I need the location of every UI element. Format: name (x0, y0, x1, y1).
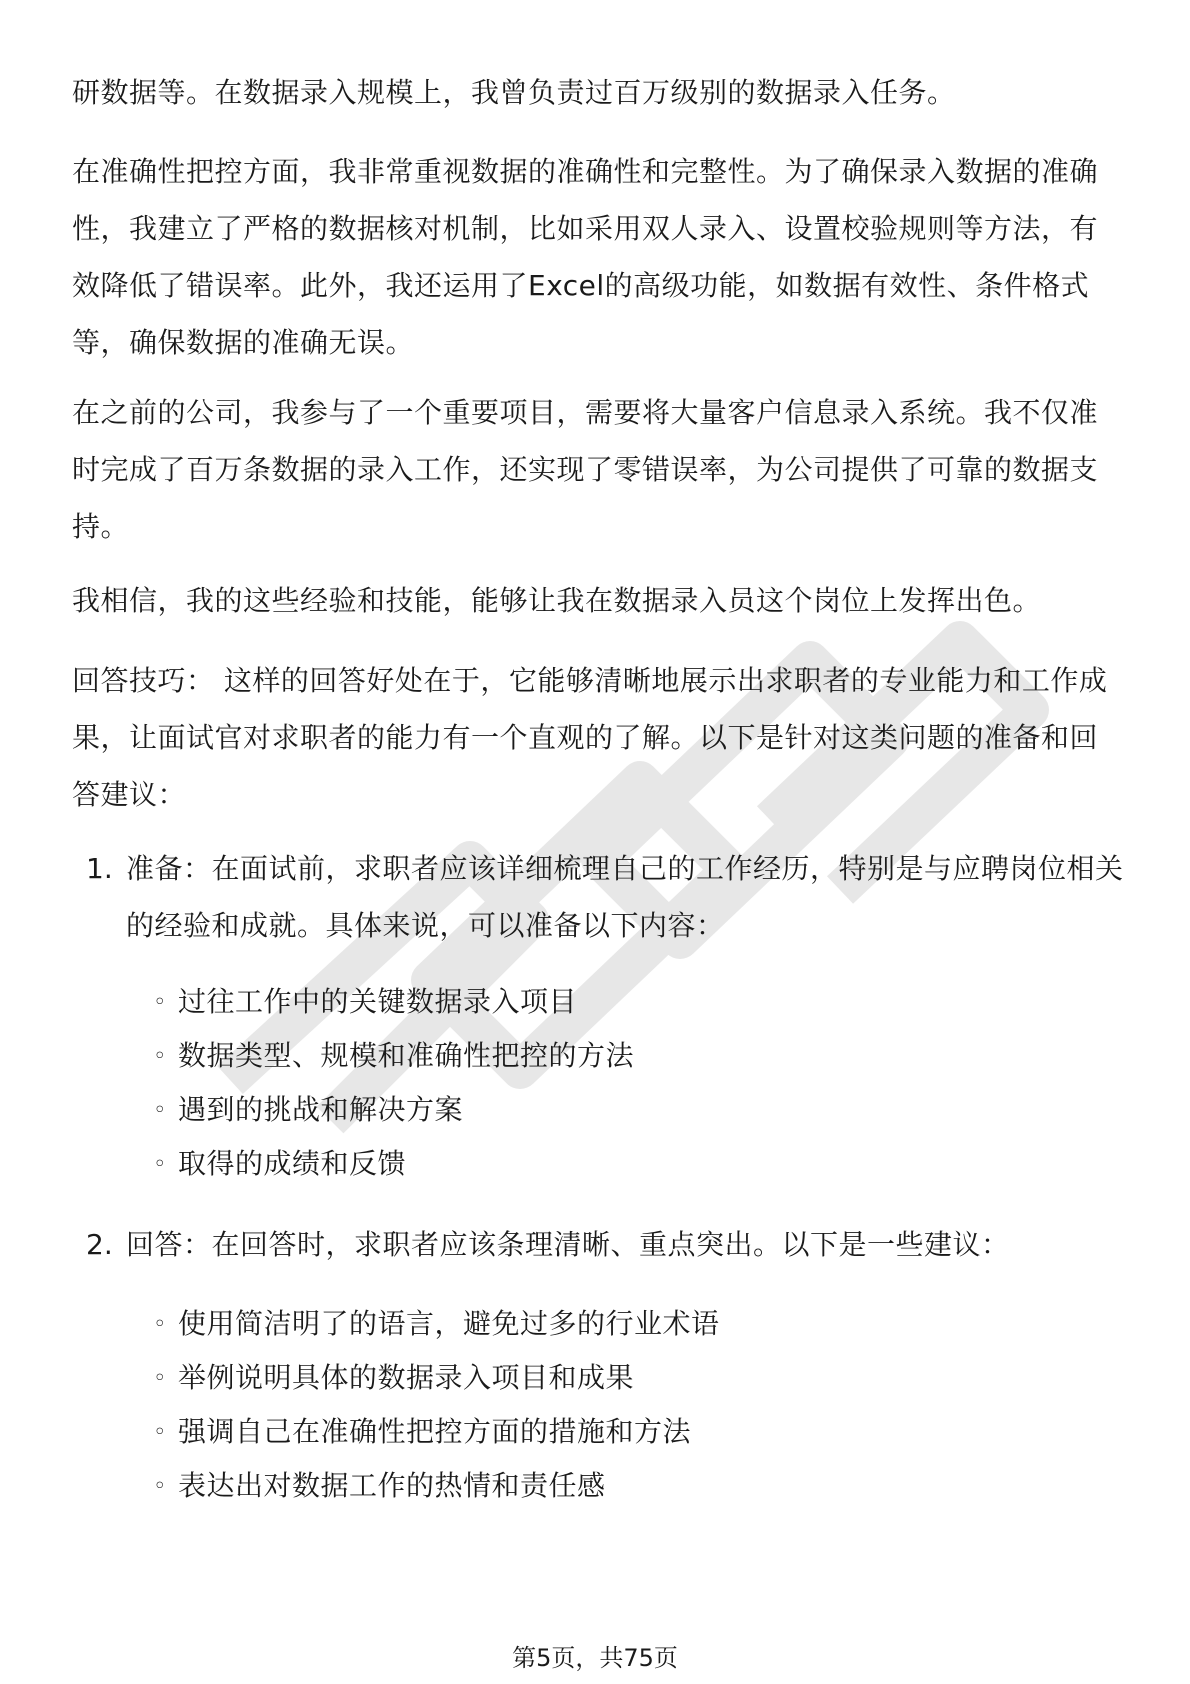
sub-list-item-text: 强调自己在准确性把控方面的措施和方法 (178, 1415, 692, 1448)
list-number: 2. (86, 1228, 113, 1261)
sub-list-item-text: 过往工作中的关键数据录入项目 (178, 985, 578, 1018)
list-number: 1. (86, 852, 113, 885)
sub-list-item-text: 遇到的挑战和解决方案 (178, 1093, 464, 1126)
sub-list-item (150, 1090, 463, 1131)
sub-list-item-text: 取得的成绩和反馈 (178, 1147, 407, 1180)
bullet-circle-icon: ◦ (153, 990, 167, 1015)
bullet-circle-icon: ◦ (153, 1044, 167, 1069)
sub-list-item-text: 数据类型、规模和准确性把控的方法 (178, 1039, 635, 1072)
sub-list-item (150, 1304, 720, 1345)
paragraph-intro-continued: 研数据等。在数据录入规模上，我曾负责过百万级别的数据录入任务。 (72, 76, 956, 109)
sub-list-item (150, 1412, 691, 1453)
page-footer: 第5页，共75页 (512, 1644, 678, 1672)
bullet-circle-icon: ◦ (153, 1152, 167, 1177)
paragraph-accuracy-control: 在准确性把控方面，我非常重视数据的准确性和完整性。为了确保录入数据的准确性，我建立了严格的数据核对机制，比如采用双人录入、设置校验规则等方法，有效降低了错误率。此外，我还运用了Excel的高级功能，如数据有效性、条件格式等，确保数据的准确无误。 (72, 155, 1099, 359)
paragraph-conclusion: 我相信，我的这些经验和技能，能够让我在数据录入员这个岗位上发挥出色。 (72, 584, 1042, 617)
sub-list-item (150, 1358, 634, 1399)
sub-list-item-text: 举例说明具体的数据录入项目和成果 (178, 1361, 635, 1394)
bullet-circle-icon: ◦ (153, 1098, 167, 1123)
paragraph-project-example: 在之前的公司，我参与了一个重要项目，需要将大量客户信息录入系统。我不仅准时完成了百万条数据的录入工作，还实现了零错误率，为公司提供了可靠的数据支持。 (72, 396, 1099, 543)
sub-list-item (150, 1466, 606, 1507)
sub-list-item-text: 使用简洁明了的语言，避免过多的行业术语 (178, 1307, 720, 1340)
sub-list-item (150, 982, 577, 1023)
bullet-circle-icon: ◦ (153, 1474, 167, 1499)
bullet-circle-icon: ◦ (153, 1420, 167, 1445)
list-item-text: 准备：在面试前，求职者应该详细梳理自己的工作经历，特别是与应聘岗位相关的经验和成就。具体来说，可以准备以下内容： (126, 852, 1124, 942)
bullet-circle-icon: ◦ (153, 1366, 167, 1391)
sub-list-item (150, 1144, 406, 1185)
list-item-text: 回答：在回答时，求职者应该条理清晰、重点突出。以下是一些建议： (126, 1228, 1010, 1261)
paragraph-answer-tips: 回答技巧： 这样的回答好处在于，它能够清晰地展示出求职者的专业能力和工作成果，让面试官对求职者的能力有一个直观的了解。以下是针对这类问题的准备和回答建议： (72, 664, 1108, 811)
sub-list-item-text: 表达出对数据工作的热情和责任感 (178, 1469, 606, 1502)
sub-list-item (150, 1036, 634, 1077)
bullet-circle-icon: ◦ (153, 1312, 167, 1337)
